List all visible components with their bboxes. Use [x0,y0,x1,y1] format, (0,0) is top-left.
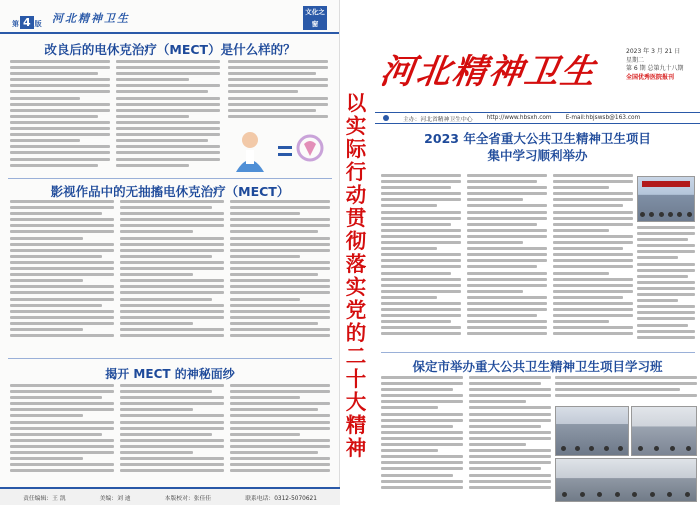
lead-column-3 [553,174,633,350]
mini-masthead: 河北精神卫生 [52,12,130,25]
lead-column-4 [637,226,695,350]
article-2-column-1 [10,200,114,352]
right-page [375,0,700,505]
training-photo-3 [555,458,697,502]
honor-label: 全国优秀医院报刊 [626,73,675,81]
footer-editor: 责任编辑：王 凯 [23,495,66,502]
footer-phone: 联系电话：0312-5070621 [245,495,317,502]
article-3-column-2 [120,384,224,484]
bullet-icon [383,115,389,121]
website-link[interactable]: http://www.hbsxh.com [486,115,552,121]
article-2-column-2 [120,200,224,352]
training-photo-1 [555,406,629,456]
second-column-1 [381,376,463,502]
article-1-column-2 [116,60,220,176]
left-page [0,0,340,505]
section-badge: 文化之窗 [303,6,327,30]
article-1-column-1 [10,60,110,176]
second-column-3 [555,376,697,404]
left-page-header [0,0,339,34]
issue-weekday: 星期二 [626,56,645,64]
separator [8,358,332,359]
article-2-column-3 [230,200,330,352]
vertical-slogan: 以 实 际 行 动 贯 彻 落 实 党 的 二 十 大 精 神 [345,91,367,460]
issue-number: 第 6 期 总第九十八期 [626,65,684,72]
separator [8,178,332,179]
conference-photo [637,176,695,222]
footer-check: 本版校对：张佳佳 [164,495,212,502]
email-link[interactable]: E-mail:hbjswsb@163.com [565,115,641,121]
doctor-illustration [228,126,328,174]
lead-column-1 [381,174,461,350]
lead-headline: 2023 年全省重大公共卫生精神卫生项目 集中学习顺利举办 [424,131,651,163]
separator [381,352,695,353]
masthead [375,40,700,110]
training-photo-2 [631,406,697,456]
page-number: 第 4 版 [12,16,42,29]
issue-date: 2023 年 3 月 21 日 [626,48,681,55]
masthead-meta [626,48,694,82]
article-title-2: 影视作品中的无抽搐电休克治疗（MECT） [50,184,290,199]
masthead-logo: 河北精神卫生 [377,52,600,92]
left-page-footer [0,487,340,505]
article-title-1: 改良后的电休克治疗（MECT）是什么样的？ [44,42,296,57]
publisher-bar [375,112,700,124]
article-1-column-3 [228,60,328,124]
second-headline: 保定市举办重大公共卫生精神卫生项目学习班 [412,359,663,374]
lead-column-2 [467,174,547,350]
article-3-column-1 [10,384,114,484]
footer-designer: 美编：刘 迪 [99,495,131,502]
article-3-column-3 [230,384,330,484]
article-title-3: 揭开 MECT 的神秘面纱 [105,367,235,381]
second-column-2 [469,376,551,502]
publisher-host: 主办：河北省精神卫生中心 [403,116,473,123]
